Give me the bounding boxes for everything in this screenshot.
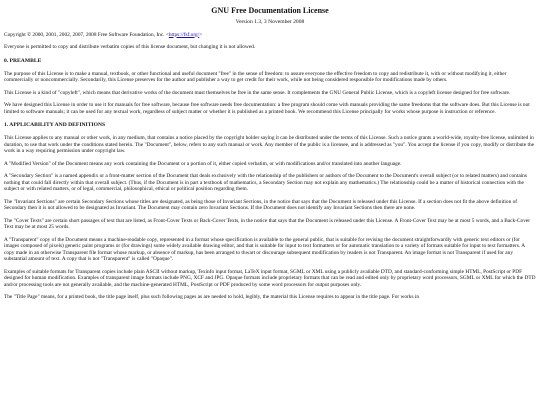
preamble-paragraph-2: This License is a kind of "copyleft", which means that derivative works of the document must themselves be free in the same sense. It complements the GNU General Public License, which is a copyleft license designed for free software.	[4, 89, 511, 96]
applicability-heading: 1. APPLICABILITY AND DEFINITIONS	[4, 122, 106, 128]
copyright-suffix: >	[199, 31, 203, 38]
applicability-paragraph-6: A "Transparent" copy of the Document means a machine-readable copy, represented in a format whose specification is available to the general public, that is suitable for revising the document straightforwardly with generic text editors or (for images composed of pixels) generic paint programs or (for drawings) some widely available drawing editor, and that is suitable for input to text formatters or for automatic translation to a variety of formats suitable for input to text formatters. A copy made in an otherwise Transparent file format whose markup, or absence of markup, has been arranged to thwart or discourage subsequent modification by readers is not Transparent. An image format is not Transparent if used for any substantial amount of text. A copy that is not "Transparent" is called "Opaque".	[4, 236, 525, 262]
applicability-paragraph-2: A "Modified Version" of the Document means any work containing the Document or a portion of it, either copied verbatim, or with modifications and/or translated into another language.	[4, 160, 402, 167]
copyright-prefix: Copyright © 2000, 2001, 2002, 2007, 2008 Free Software Foundation, Inc. <	[4, 31, 169, 38]
everyone-notice: Everyone is permitted to copy and distribute verbatim copies of this license document, but changing it is not allowed.	[4, 44, 256, 50]
preamble-paragraph-3: We have designed this License in order to use it for manuals for free software, because free software needs free documentation: a free program should come with manuals providing the same freedoms that the software does. But this License is not limited to software manuals; it can be used for any textual work, regardless of subject matter or whether it is published as a printed book. We recommend this License principally for works whose purpose is instruction or reference.	[4, 102, 530, 115]
copyright-line	[4, 32, 536, 39]
applicability-paragraph-3: A "Secondary Section" is a named appendix or a front-matter section of the Document that deals exclusively with the relationship of the publishers or authors of the Document to the Document's overall subject (or to related matters) and contains nothing that could fall directly within that overall subject. (Thus, if the Document is in part a textbook of mathematics, a Secondary Section may not explain any mathematics.) The relationship could be a matter of historical connection with the subject or with related matters, or of legal, commercial, philosophical, ethical or political position regarding them.	[4, 173, 527, 192]
page-title: GNU Free Documentation License	[211, 6, 329, 15]
preamble-paragraph-1: The purpose of this License is to make a manual, textbook, or other functional and useful document "free" in the sense of freedom: to assure everyone the effective freedom to copy and redistribute it, with or without modifying it, either commercially or noncommercially. Secondarily, this License preserves for the author and publisher a way to get credit for their work, while not being considered responsible for modifications made by others.	[4, 70, 507, 83]
applicability-paragraph-5: The "Cover Texts" are certain short passages of text that are listed, as Front-Cover Texts or Back-Cover Texts, in the notice that says that the Document is released under this License. A Front-Cover Text may be at most 5 words, and a Back-Cover Text may be at most 25 words.	[4, 217, 531, 230]
preamble-heading: 0. PREAMBLE	[4, 57, 42, 64]
applicability-paragraph-4: The "Invariant Sections" are certain Secondary Sections whose titles are designated, as being those of Invariant Sections, in the notice that says that the Document is released under this License. If a section does not fit the above definition of Secondary then it is not allowed to be designated as Invariant. The Document may contain zero Invariant Sections. If the Document does not identify any Invariant Sections then there are none.	[4, 198, 518, 211]
applicability-paragraph-7: Examples of suitable formats for Transparent copies include plain ASCII without markup, Texinfo input format, LaTeX input format, SGML or XML using a publicly available DTD, and standard-conforming simple HTML, PostScript or PDF designed for human modification. Examples of transparent image formats include PNG, XCF and JPG. Opaque formats include proprietary formats that can be read and edited only by proprietary word processors, SGML or XML for which the DTD and/or processing tools are not generally available, and the machine-generated HTML, PostScript or PDF produced by some word processors for output purposes only.	[4, 268, 536, 288]
fsf-link[interactable]: https://fsf.org/	[168, 31, 200, 38]
applicability-paragraph-8: The "Title Page" means, for a printed book, the title page itself, plus such following pages as are needed to hold, legibly, the material this License requires to appear in the title page. For works in	[4, 294, 420, 300]
version-line: Version 1.3, 3 November 2008	[235, 19, 305, 25]
applicability-paragraph-1: This License applies to any manual or other work, in any medium, that contains a notice placed by the copyright holder saying it can be distributed under the terms of this License. Such a notice grants a world-wide, royalty-free license, unlimited in duration, to use that work under the conditions stated herein. The "Document", below, refers to any such manual or work. Any member of the public is a licensee, and is addressed as "you". You accept the license if you copy, modify or distribute the work in a way requiring permission under copyright law.	[4, 135, 535, 154]
